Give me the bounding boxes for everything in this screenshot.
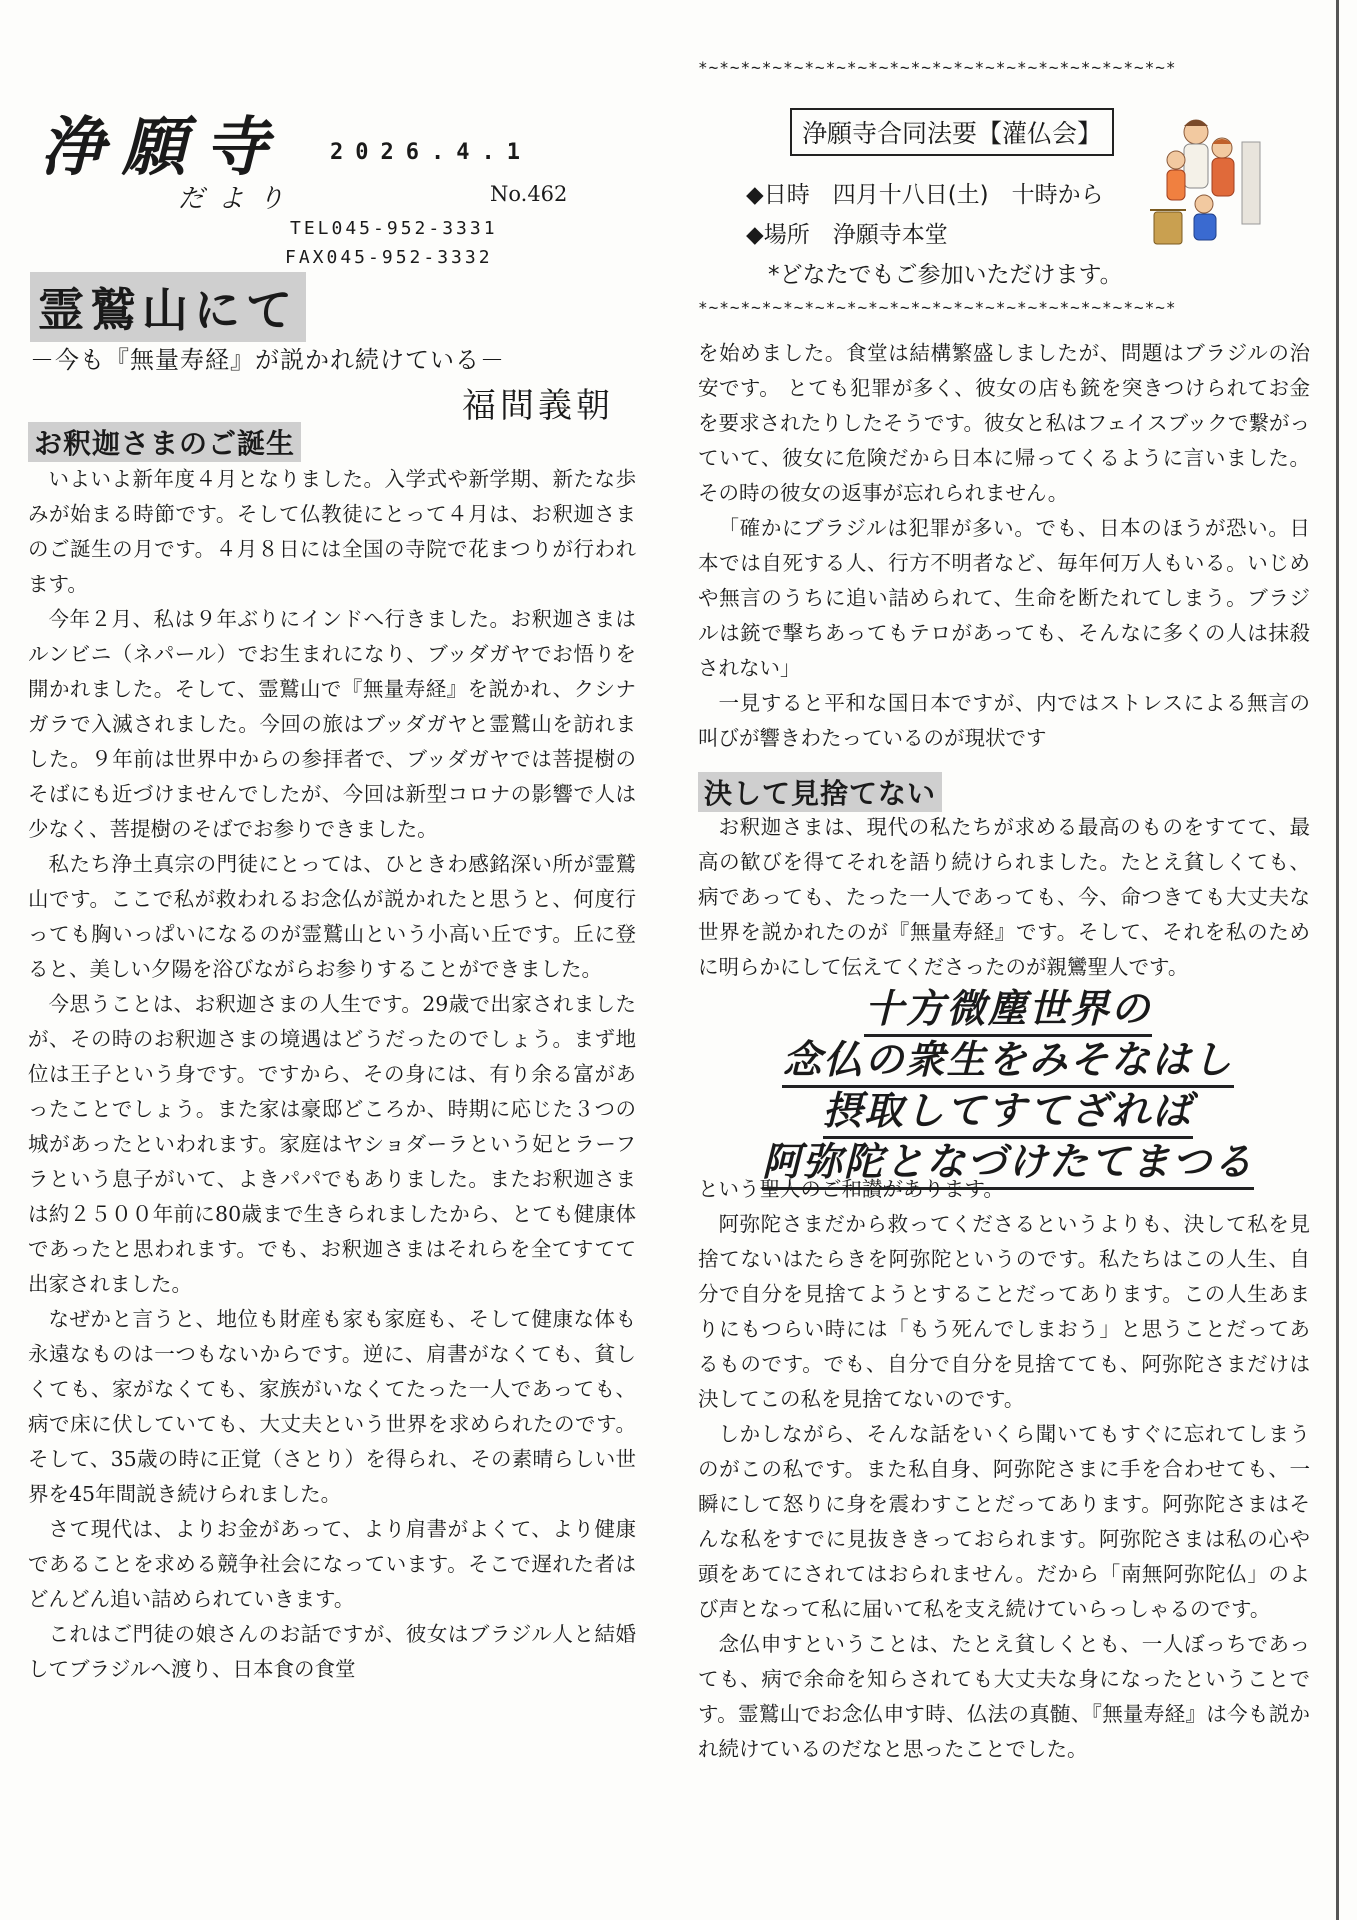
- child-body: [1194, 214, 1216, 240]
- wasan-line: 阿弥陀となづけたてまつる: [762, 1139, 1254, 1190]
- paragraph: 今年２月、私は９年ぶりにインドへ行きました。お釈迦さまはルンビニ（ネパール）でお生まれになり、ブッダガヤでお悟りを開かれました。そして、霊鷲山で『無量寿経』を説かれ、クシナガラで入滅されました。今回の旅はブッダガヤと霊鷲山を訪れました。９年前は世界中からの参拝者で、ブッダガヤでは菩提樹のそばにも近づけませんでしたが、今回は新型コロナの影響で人は少なく、菩提樹のそばでお参りできました。: [28, 607, 636, 841]
- newsletter-subtitle: だより: [178, 184, 299, 214]
- wasan-line: 念仏の衆生をみそなはし: [782, 1037, 1233, 1088]
- paragraph: さて現代は、よりお金があって、より肩書がよくて、より健康であることを求める競争社会になっています。そこで遅れた者はどんどん追い詰められていきます。: [28, 1517, 636, 1611]
- child-body: [1212, 158, 1234, 196]
- child-head: [1167, 151, 1185, 169]
- fax-number: FAX045-952-3332: [285, 247, 493, 268]
- right-column-a: [698, 336, 1310, 756]
- wasan-hymn: [698, 986, 1318, 1190]
- event-note: *どなたでもご参加いただけます。: [768, 262, 1123, 288]
- wasan-line: 十方微塵世界の: [864, 986, 1151, 1037]
- issue-number: No.462: [490, 182, 568, 206]
- left-column: [28, 462, 636, 1687]
- child-hair: [1212, 139, 1232, 144]
- paragraph: 一見すると平和な国日本ですが、内ではストレスによる無言の叫びが響きわたっているのが現状です: [698, 691, 1310, 750]
- child-head: [1195, 195, 1213, 213]
- paragraph: という聖人のご和讃があります。: [698, 1177, 1004, 1201]
- right-column-c: [698, 1172, 1310, 1767]
- issue-date: 2026.4.1: [330, 140, 532, 165]
- bucket-shape: [1154, 212, 1182, 244]
- child-hair: [1184, 120, 1208, 126]
- article-subheadline: －今も『無量寿経』が説かれ続けている－: [30, 346, 505, 374]
- child-body: [1167, 170, 1185, 200]
- paragraph: お釈迦さまは、現代の私たちが求める最高のものをすてて、最高の歓びを得てそれを語り続けられました。たとえ貧しくても、病であっても、たった一人であっても、今、命つきても大丈夫な世界を説かれたのが『無量寿経』です。そして、それを私のために明らかにして伝えてくださったのが親鸞聖人です。: [698, 815, 1310, 979]
- decorative-border-top: *~*~*~*~*~*~*~*~*~*~*~*~*~*~*~*~*~*~*~*~*~*~*: [698, 58, 1177, 77]
- section-heading-birth: お釈迦さまのご誕生: [28, 422, 301, 462]
- newsletter-title: 浄願寺: [40, 110, 286, 185]
- event-datetime: ◆日時 四月十八日(土) 十時から: [746, 182, 1104, 208]
- paragraph: を始めました。食堂は結構繁盛しましたが、問題はブラジルの治安です。 とても犯罪が多く、彼女の店も銃を突きつけられてお金を要求されたりしたそうです。彼女と私はフェイスブックで繋がっていて、彼女に危険だから日本に帰ってくるように言いました。その時の彼女の返事が忘れられません。: [698, 341, 1310, 505]
- paragraph: いよいよ新年度４月となりました。入学式や新学期、新たな歩みが始まる時節です。そして仏教徒にとって４月は、お釈迦さまのご誕生の月です。４月８日には全国の寺院で花まつりが行われます。: [28, 467, 636, 596]
- paragraph: 「確かにブラジルは犯罪が多い。でも、日本のほうが恐い。日本では自死する人、行方不明者など、毎年何万人もいる。いじめや無言のうちに追い詰められて、生命を断たれてしまう。ブラジルは銃で撃ちあってもテロがあっても、そんなに多くの人は抹殺されない」: [698, 516, 1310, 680]
- paragraph: 私たち浄土真宗の門徒にとっては、ひときわ感銘深い所が霊鷲山です。ここで私が救われるお念仏が説かれたと思うと、何度行っても胸いっぱいになるのが霊鷲山という小高い丘です。丘に登ると、美しい夕陽を浴びながらお参りすることができました。: [28, 852, 636, 981]
- section-heading-never-abandon: 決して見捨てない: [698, 772, 942, 812]
- event-title: 浄願寺合同法要【灌仏会】: [790, 108, 1114, 156]
- wasan-line: 摂取してすてざれば: [823, 1088, 1193, 1139]
- pillar-shape: [1242, 142, 1260, 224]
- right-column-b: [698, 810, 1310, 985]
- paragraph: 今思うことは、お釈迦さまの人生です。29歳で出家されましたが、その時のお釈迦さまの境遇はどうだったのでしょう。まず地位は王子という身です。ですから、その身には、有り余る富があったことでしょう。また家は豪邸どころか、時期に応じた３つの城があったといわれます。家庭はヤショダーラという妃とラーフラという息子がいて、よきパパでもありました。またお釈迦さまは約２５００年前に80歳まで生きられましたから、とても健康体であったと思われます。でも、お釈迦さまはそれらを全てすてて出家されました。: [28, 992, 636, 1296]
- article-author: 福間義朝: [462, 386, 614, 426]
- article-headline: 霊鷲山にて: [30, 272, 306, 342]
- tel-number: TEL045-952-3331: [290, 218, 498, 239]
- child-body: [1184, 144, 1208, 188]
- children-illustration: [1146, 112, 1266, 254]
- paragraph: しかしながら、そんな話をいくら聞いてもすぐに忘れてしまうのがこの私です。また私自身、阿弥陀さまに手を合わせても、一瞬にして怒りに身を震わすことだってあります。阿弥陀さまはそんな私をすでに見抜ききっておられます。阿弥陀さまは私の心や頭をあてにされてはおられません。だから「南無阿弥陀仏」のよび声となって私に届いて私を支え続けていらっしゃるのです。: [698, 1422, 1310, 1621]
- paragraph: 念仏申すということは、たとえ貧しくとも、一人ぼっちであっても、病で余命を知らされても大丈夫な身になったということです。霊鷲山でお念仏申す時、仏法の真髄、『無量寿経』は今も説かれ続けているのだなと思ったことでした。: [698, 1632, 1310, 1761]
- page-edge: [1336, 0, 1339, 1920]
- decorative-border-bottom: *~*~*~*~*~*~*~*~*~*~*~*~*~*~*~*~*~*~*~*~*~*~*: [698, 298, 1177, 317]
- paragraph: なぜかと言うと、地位も財産も家も家庭も、そして健康な体も永遠なものは一つもないからです。逆に、肩書がなくても、貧しくても、家がなくても、家族がいなくてたった一人であっても、病で床に伏していても、大丈夫という世界を求められたのです。そして、35歳の時に正覚（さとり）を得られ、その素晴らしい世界を45年間説き続けられました。: [28, 1307, 636, 1506]
- event-place: ◆場所 浄願寺本堂: [746, 222, 948, 248]
- paragraph: これはご門徒の娘さんのお話ですが、彼女はブラジル人と結婚してブラジルへ渡り、日本食の食堂: [28, 1622, 636, 1681]
- paragraph: 阿弥陀さまだから救ってくださるというよりも、決して私を見捨てないはたらきを阿弥陀というのです。私たちはこの人生、自分で自分を見捨てようとすることだってあります。この人生あまりにもつらい時には「もう死んでしまおう」と思うことだってあるものです。でも、自分で自分を見捨てても、阿弥陀さまだけは決してこの私を見捨てないのです。: [698, 1212, 1310, 1411]
